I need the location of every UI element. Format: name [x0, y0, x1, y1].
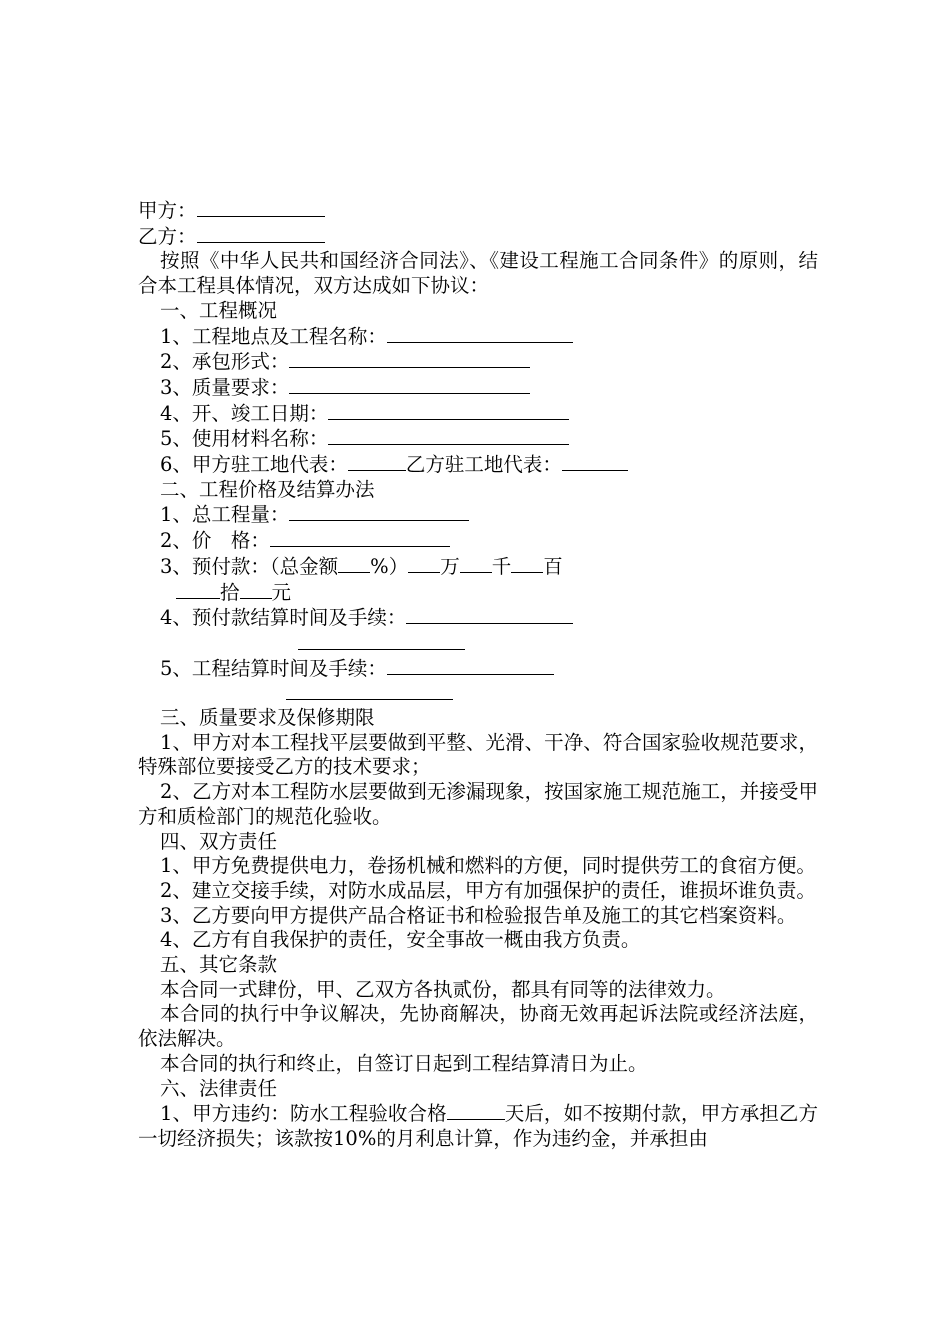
s2-item3-label-qian: 千 — [491, 554, 512, 578]
contract-body — [138, 198, 818, 1152]
s6-item1 — [138, 1101, 818, 1151]
s2-item5-blank — [387, 656, 554, 675]
s2-item3-label-shi: 拾 — [220, 580, 240, 604]
s2-item5-label: 5、工程结算时间及手续： — [160, 656, 387, 680]
s2-item4-blank — [406, 605, 573, 624]
party-b-line — [138, 224, 818, 250]
preamble: 按照《中华人民共和国经济合同法》、《建设工程施工合同条件》的原则，结合本工程具体情况，双方达成如下协议： — [138, 249, 818, 298]
s2-item3-blank-qian — [460, 554, 492, 573]
s1-item5-label: 5、使用材料名称： — [160, 427, 329, 451]
s2-item5-blank-2 — [286, 681, 453, 700]
s2-item3-blank-percent — [338, 554, 370, 573]
s1-item5 — [138, 426, 818, 452]
s2-item4-blank-2 — [298, 631, 465, 650]
s2-item3-label-a: 3、预付款：（总金额 — [160, 554, 339, 578]
s2-item2-blank — [270, 528, 450, 547]
s1-item4-blank — [328, 401, 569, 420]
s1-item1-blank — [387, 324, 573, 343]
s1-item6-label-b: 乙方驻工地代表： — [405, 453, 562, 477]
s2-item4 — [138, 605, 818, 631]
section-5-heading: 五、其它条款 — [160, 953, 278, 977]
section-2-heading: 二、工程价格及结算办法 — [160, 477, 375, 501]
s2-item2-label: 2、价 格： — [160, 529, 270, 553]
section-4-heading: 四、双方责任 — [160, 829, 278, 853]
s1-item2-label: 2、承包形式： — [160, 350, 290, 374]
s6-item1-label-b: 天后，如不按期付款，甲方承担乙方一切经济损失；该款按10%的月利息计算，作为违约金，并承担由 — [138, 1102, 818, 1150]
s1-item5-blank — [328, 426, 569, 445]
s2-item3-label-bai: 百 — [543, 554, 563, 578]
s5-p1: 本合同一式肆份，甲、乙双方各执贰份，都具有同等的法律效力。 — [160, 977, 726, 1001]
s4-item2: 2、建立交接手续，对防水成品层，甲方有加强保护的责任，谁损坏谁负责。 — [160, 878, 816, 902]
s1-item2 — [138, 349, 818, 375]
s2-item3-cont — [138, 580, 818, 606]
s2-item2 — [138, 528, 818, 554]
s2-item1-label: 1、总工程量： — [160, 503, 290, 527]
party-b-blank — [197, 224, 325, 243]
party-a-blank — [197, 198, 325, 217]
s2-item3-blank-yuan — [240, 580, 272, 599]
s1-item3-blank — [289, 375, 530, 394]
s1-item1 — [138, 324, 818, 350]
s6-item1-label-a: 1、甲方违约：防水工程验收合格 — [160, 1102, 447, 1126]
s2-item1 — [138, 502, 818, 528]
section-6-heading: 六、法律责任 — [160, 1076, 278, 1100]
s4-item4: 4、乙方有自我保护的责任，安全事故一概由我方负责。 — [160, 928, 641, 952]
party-b-label: 乙方： — [138, 224, 197, 248]
party-a-label: 甲方： — [138, 199, 197, 222]
s2-item3-blank-bai — [511, 554, 543, 573]
s1-item3 — [138, 375, 818, 401]
s1-item4 — [138, 401, 818, 427]
s2-item3-label-yuan: 元 — [271, 580, 292, 604]
party-a-line — [138, 198, 818, 224]
s2-item5 — [138, 656, 818, 682]
s1-item4-label: 4、开、竣工日期： — [160, 401, 329, 425]
s1-item1-label: 1、工程地点及工程名称： — [160, 324, 387, 348]
section-1-heading: 一、工程概况 — [160, 298, 278, 322]
s1-item6-label-a: 6、甲方驻工地代表： — [160, 453, 348, 477]
s2-item5-cont — [138, 681, 818, 706]
s1-item6-blank-b — [562, 452, 628, 471]
s2-item1-blank — [289, 502, 469, 521]
s5-p3: 本合同的执行和终止，自签订日起到工程结算清日为止。 — [160, 1051, 648, 1075]
s2-item3-blank-shi — [176, 580, 220, 599]
s3-item2: 2、乙方对本工程防水层要做到无渗漏现象，按国家施工规范施工，并接受甲方和质检部门的规范化验收。 — [138, 780, 818, 828]
s5-p2: 本合同的执行中争议解决，先协商解决，协商无效再起诉法院或经济法庭，依法解决。 — [138, 1002, 818, 1051]
s3-item1: 1、甲方对本工程找平层要做到平整、光滑、干净、符合国家验收规范要求，特殊部位要接受乙方的技术要求； — [138, 730, 818, 779]
s4-item3: 3、乙方要向甲方提供产品合格证书和检验报告单及施工的其它档案资料。 — [160, 903, 797, 927]
s1-item2-blank — [289, 349, 530, 368]
s2-item4-cont — [138, 631, 818, 656]
s2-item4-label: 4、预付款结算时间及手续： — [160, 606, 407, 630]
s2-item3-label-b: %） — [370, 554, 409, 578]
s1-item6-blank-a — [348, 452, 406, 471]
s2-item3 — [138, 554, 818, 580]
s2-item3-blank-wan — [408, 554, 440, 573]
s2-item3-label-wan: 万 — [440, 554, 460, 578]
section-3-heading: 三、质量要求及保修期限 — [160, 706, 375, 730]
s1-item6 — [138, 452, 818, 478]
s4-item1: 1、甲方免费提供电力，卷扬机械和燃料的方便，同时提供劳工的食宿方便。 — [160, 854, 816, 878]
s1-item3-label: 3、质量要求： — [160, 375, 290, 399]
s6-item1-blank — [447, 1101, 505, 1120]
